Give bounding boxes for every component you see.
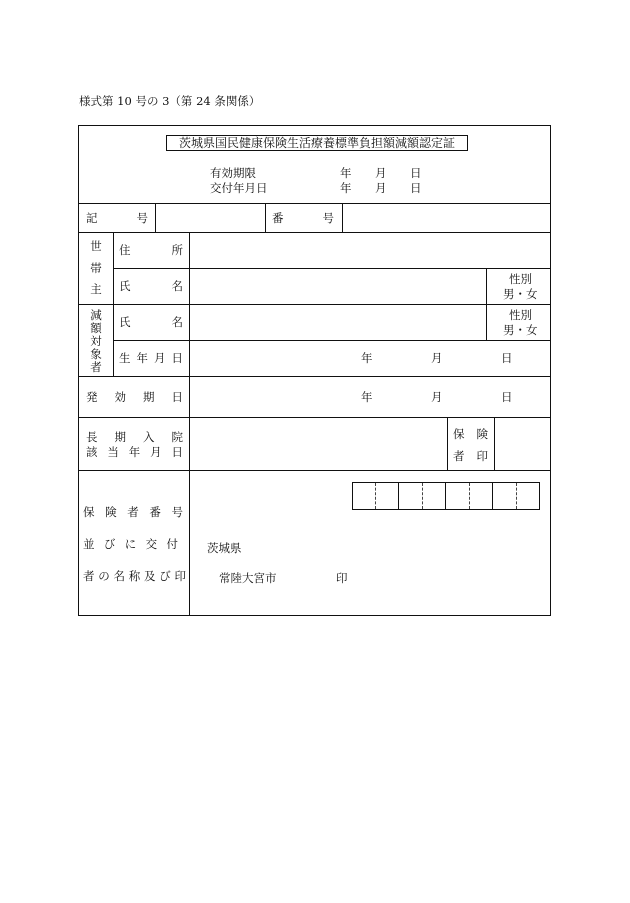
householder-address-label: 住 所 — [119, 243, 183, 257]
insurer-label-line3: 者 の 名 称 及 び 印 — [83, 569, 186, 583]
form-number: 様式第 10 号の 3（第 24 条関係） — [79, 94, 261, 108]
long-term-label-line1: 長 期 入 院 — [86, 430, 183, 444]
insurer-number-group-3[interactable] — [445, 482, 493, 510]
insurer-prefecture: 茨城県 — [207, 541, 242, 555]
insurer-number-group-4[interactable] — [492, 482, 540, 510]
insurer-stamp-label-line2: 者 印 — [453, 449, 488, 463]
divider-target-name — [113, 340, 551, 341]
form-title: 茨城県国民健康保険生活療養標準負担額減額認定証 — [166, 135, 468, 151]
target-gender-options[interactable]: 男・女 — [503, 323, 538, 337]
divider-after-title — [78, 203, 551, 204]
bango-label: 番 号 — [272, 211, 334, 225]
effective-date-label: 発 効 期 日 — [86, 390, 183, 404]
kigo-label: 記 号 — [86, 211, 148, 225]
validity-day: 日 — [410, 166, 422, 180]
validity-year: 年 — [340, 166, 352, 180]
insurer-label-line1: 保 険 者 番 号 — [83, 505, 183, 519]
validity-label: 有効期限 — [210, 166, 256, 180]
insurer-number-boxes — [352, 482, 540, 510]
householder-gender-options[interactable]: 男・女 — [503, 287, 538, 301]
insurer-city: 常陸大宮市 — [219, 571, 277, 585]
digit-separator — [422, 483, 423, 509]
divider-target — [78, 376, 551, 377]
effective-date-month[interactable]: 月 — [431, 390, 443, 404]
long-term-label-line2: 該 当 年 月 日 — [86, 445, 183, 459]
effective-date-year[interactable]: 年 — [361, 390, 373, 404]
insurer-label-line2: 並 び に 交 付 — [83, 537, 178, 551]
kigo-label-divider — [155, 203, 156, 232]
issue-date-month: 月 — [375, 181, 387, 195]
divider-effective — [78, 417, 551, 418]
divider-householder — [78, 304, 551, 305]
kigo-value-divider — [265, 203, 266, 232]
issue-date-label: 交付年月日 — [210, 181, 268, 195]
field-label-divider — [189, 232, 190, 616]
target-dob-year[interactable]: 年 — [361, 351, 373, 365]
insurer-number-group-2[interactable] — [398, 482, 446, 510]
householder-gender-divider — [486, 268, 487, 304]
insurer-stamp-box[interactable] — [495, 418, 550, 469]
householder-name-label: 氏 名 — [119, 279, 183, 293]
effective-date-day[interactable]: 日 — [501, 390, 513, 404]
target-dob-day[interactable]: 日 — [501, 351, 513, 365]
target-dob-month[interactable]: 月 — [431, 351, 443, 365]
validity-month: 月 — [375, 166, 387, 180]
insurer-number-group-1[interactable] — [352, 482, 399, 510]
digit-separator — [469, 483, 470, 509]
stamp-label-left-divider — [447, 417, 448, 470]
target-gender-divider — [486, 304, 487, 340]
digit-separator — [375, 483, 376, 509]
issue-date-day: 日 — [410, 181, 422, 195]
householder-group-label: 世 帯 主 — [90, 239, 102, 296]
target-gender-label: 性別 — [509, 308, 532, 322]
target-group-label: 減 額 対 象 者 — [90, 308, 102, 374]
target-dob-label: 生 年 月 日 — [119, 351, 183, 365]
target-name-label: 氏 名 — [119, 315, 183, 329]
divider-after-kigo — [78, 232, 551, 233]
insurer-stamp-label-line1: 保 険 — [453, 427, 488, 441]
issue-date-year: 年 — [340, 181, 352, 195]
group-label-divider — [113, 232, 114, 376]
bango-label-divider — [342, 203, 343, 232]
divider-long-term — [78, 470, 551, 471]
digit-separator — [516, 483, 517, 509]
insurer-seal: 印 — [336, 571, 348, 585]
householder-gender-label: 性別 — [509, 272, 532, 286]
